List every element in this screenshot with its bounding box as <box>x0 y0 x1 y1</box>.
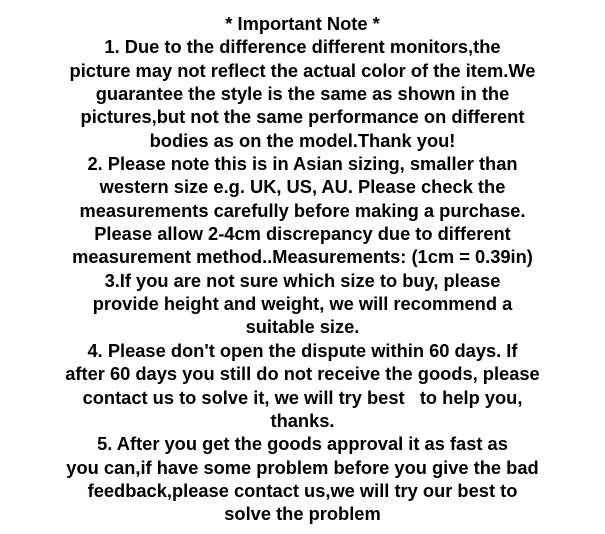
note-line: 2. Please note this is in Asian sizing, smaller than <box>87 153 518 175</box>
note-line: 3.If you are not sure which size to buy, please <box>104 269 501 291</box>
note-line: solve the problem <box>224 503 381 525</box>
note-line: measurement method..Measurements: (1cm = 0.39in) <box>72 246 533 268</box>
note-line: 5. After you get the goods approval it as fast as <box>97 433 508 455</box>
note-line: pictures,but not the same performance on different <box>80 106 525 128</box>
note-line: after 60 days you still do not receive the goods, please <box>65 363 540 385</box>
note-line: bodies as on the model.Thank you! <box>149 129 456 151</box>
note-line: feedback,please contact us,we will try our best to <box>87 479 518 501</box>
note-title: * Important Note * <box>225 13 380 34</box>
note-line: contact us to solve it, we will try best to help you, <box>82 386 523 408</box>
note-line: measurements carefully before making a purchase. <box>79 199 526 221</box>
note-line: guarantee the style is the same as shown in the <box>95 83 510 105</box>
note-line: 1. Due to the difference different monitors,the <box>104 36 501 58</box>
note-body <box>0 35 605 525</box>
note-line: picture may not reflect the actual color of the item.We <box>69 59 536 81</box>
note-line: thanks. <box>270 409 335 431</box>
note-line: western size e.g. UK, US, AU. Please check the <box>99 176 506 198</box>
note-line: Please allow 2-4cm discrepancy due to different <box>94 223 511 245</box>
note-line: provide height and weight, we will recommend a <box>92 293 513 315</box>
note-line: 4. Please don't open the dispute within 60 days. If <box>87 339 518 361</box>
note-line: you can,if have some problem before you give the bad <box>66 456 539 478</box>
note-line: suitable size. <box>245 316 360 338</box>
